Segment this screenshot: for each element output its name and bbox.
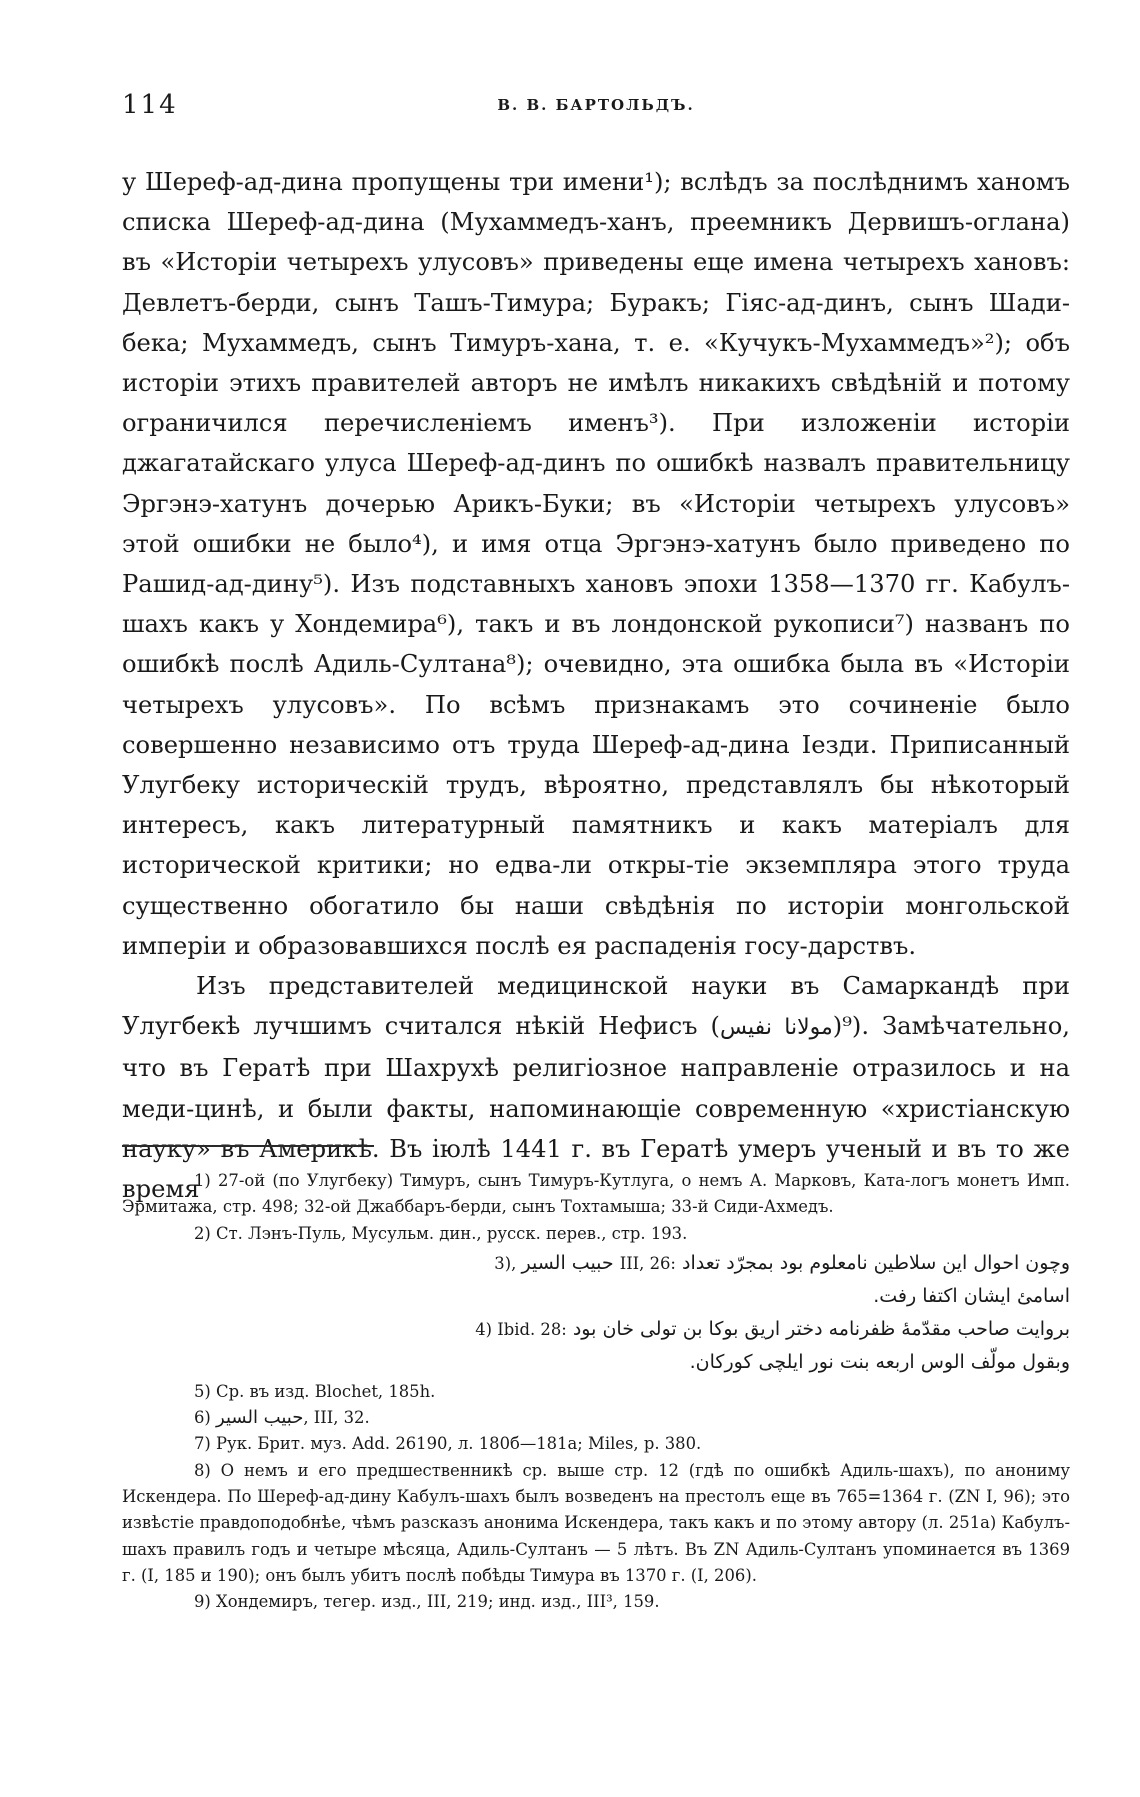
footnote-6-number: 6): [194, 1408, 211, 1428]
footnote-3-line-1: وچون احوال اين سلاطين نامعلوم بود بمجرّد تعداد III, 26: حبيب السير, 3): [494, 1251, 1070, 1274]
book-page: [122, 90, 1070, 1770]
footnote-4-arabic-quote-2: وبقول مولّف الوس اربعه بنت نور ايلچى كوركان.: [689, 1350, 1070, 1373]
footnote-4-line-1: [122, 1313, 1070, 1346]
footnote-4-arabic-quote-1: بروايت صاحب مقدّمهٔ ظفرنامه دختر اريق بوكا بن تولى خان بود: [572, 1317, 1070, 1340]
footnote-3-ref: III, 26:: [619, 1253, 676, 1273]
running-head: В. В. БАРТОЛЬДЪ.: [497, 96, 695, 114]
footnote-3-title: حبيب السير: [521, 1251, 614, 1274]
footnote-6-ref: , III, 32.: [303, 1408, 370, 1428]
footnote-4-line-2: [122, 1346, 1070, 1379]
paragraph-2-end: )⁹). Замѣчательно, что въ Гератѣ при Шахрухѣ религіозное направленіе отразилось и на меди-цинѣ, и были факты, напоминающіе современную «христіанскую науку» въ Америкѣ. Въ іюлѣ 1441 г. въ Гератѣ умеръ ученый и въ то же время: [122, 1012, 1070, 1204]
paragraph-2-start: Изъ представителей медицинской науки въ Самаркандѣ при Улугбекѣ лучшимъ считался нѣкій Нефисъ (: [122, 972, 1070, 1041]
footnote-6-title: حبيب السير: [216, 1407, 304, 1429]
footnote-3-arabic-quote-2: اسامئ ايشان اكتفا رفت.: [873, 1284, 1070, 1307]
footnote-1: 1) 27-ой (по Улугбеку) Тимуръ, сынъ Тимуръ-Кутлуга, о немъ А. Марковъ, Ката-логъ монетъ Имп. Эрмитажа, стр. 498; 32-ой Джаббаръ-берди, сынъ Тохтамыша; 33-й Сиди-Ахмедъ.: [122, 1171, 1070, 1217]
footnote-3-number: 3): [494, 1253, 512, 1273]
page-number: 114: [122, 90, 178, 120]
paragraph-1: у Шереф-ад-дина пропущены три имени¹); вслѣдъ за послѣднимъ ханомъ списка Шереф-ад-дина (Мухаммедъ-ханъ, преемникъ Дервишъ-оглана) въ «Исторіи четырехъ улусовъ» приведены еще имена четырехъ хановъ: Девлетъ-берди, сынъ Ташъ-Тимура; Буракъ; Гіяс-ад-динъ, сынъ Шади-бека; Мухаммедъ, сынъ Тимуръ-хана, т. е. «Кучукъ-Мухаммедъ»²); объ исторіи этихъ правителей авторъ не имѣлъ никакихъ свѣдѣній и потому ограничился перечисленіемъ именъ³). При изложеніи исторіи джагатайскаго улуса Шереф-ад-динъ по ошибкѣ назвалъ правительницу Эргэнэ-хатунъ дочерью Арикъ-Буки; въ «Исторіи четырехъ улусовъ» этой ошибки не было⁴), и имя отца Эргэнэ-хатунъ было приведено по Рашид-ад-дину⁵). Изъ подставныхъ хановъ эпохи 1358—1370 гг. Кабулъ-шахъ какъ у Хондемира⁶), такъ и въ лондонской рукописи⁷) названъ по ошибкѣ послѣ Адиль-Султана⁸); очевидно, эта ошибка была въ «Исторіи четырехъ улусовъ». По всѣмъ признакамъ это сочиненіе было совершенно независимо отъ труда Шереф-ад-дина Іезди. Приписанный Улугбеку историческій трудъ, вѣроятно, представлялъ бы нѣкоторый интересъ, какъ литературный памятникъ и какъ матеріалъ для исторической критики; но едва-ли откры-тіе экземпляра этого труда существенно обогатило бы наши свѣдѣнія по исторіи монгольской имперіи и образовавшихся послѣ ея распаденія госу-дарствъ.: [122, 168, 1070, 960]
footnote-8: 8) О немъ и его предшественникѣ ср. выше стр. 12 (гдѣ по ошибкѣ Адиль-шахъ), по анониму Искендера. По Шереф-ад-дину Кабулъ-шахъ былъ возведенъ на престолъ еще въ 765=1364 г. (ZN I, 96); это извѣстіе правдоподобнѣе, чѣмъ разсказъ анонима Искендера, такъ какъ и по этому автору (л. 251а) Кабулъ-шахъ правилъ годъ и четыре мѣсяца, Адиль-Султанъ — 5 лѣтъ. Въ ZN Адиль-Султанъ упоминается въ 1369 г. (I, 185 и 190); онъ былъ убитъ послѣ побѣды Тимура въ 1370 г. (I, 206).: [122, 1460, 1070, 1585]
footnote-divider: [122, 1145, 374, 1147]
footnote-4: [122, 1313, 1070, 1379]
footnote-4-ref: 4) Ibid. 28:: [475, 1319, 567, 1339]
footnote-3-line-2: [122, 1280, 1070, 1313]
arabic-name-nafis: مولانا نفيس: [720, 1015, 833, 1041]
page-header: [122, 90, 1070, 130]
footnote-3: [122, 1247, 1070, 1313]
main-text: [122, 162, 1070, 1209]
footnote-2: 2) Ст. Лэнъ-Пуль, Мусульм. дин., русск. перев., стр. 193.: [194, 1223, 688, 1243]
footnote-6: [122, 1405, 1070, 1431]
footnote-7: 7) Рук. Брит. муз. Add. 26190, л. 180б—181а; Miles, p. 380.: [194, 1434, 702, 1454]
footnote-3-arabic-quote-1: وچون احوال اين سلاطين نامعلوم بود بمجرّد تعداد: [682, 1251, 1070, 1274]
footnotes: [122, 1168, 1070, 1616]
footnote-5: 5) Ср. въ изд. Blochet, 185h.: [194, 1381, 436, 1401]
footnote-9: 9) Хондемиръ, тегер. изд., III, 219; инд. изд., III³, 159.: [194, 1592, 660, 1612]
